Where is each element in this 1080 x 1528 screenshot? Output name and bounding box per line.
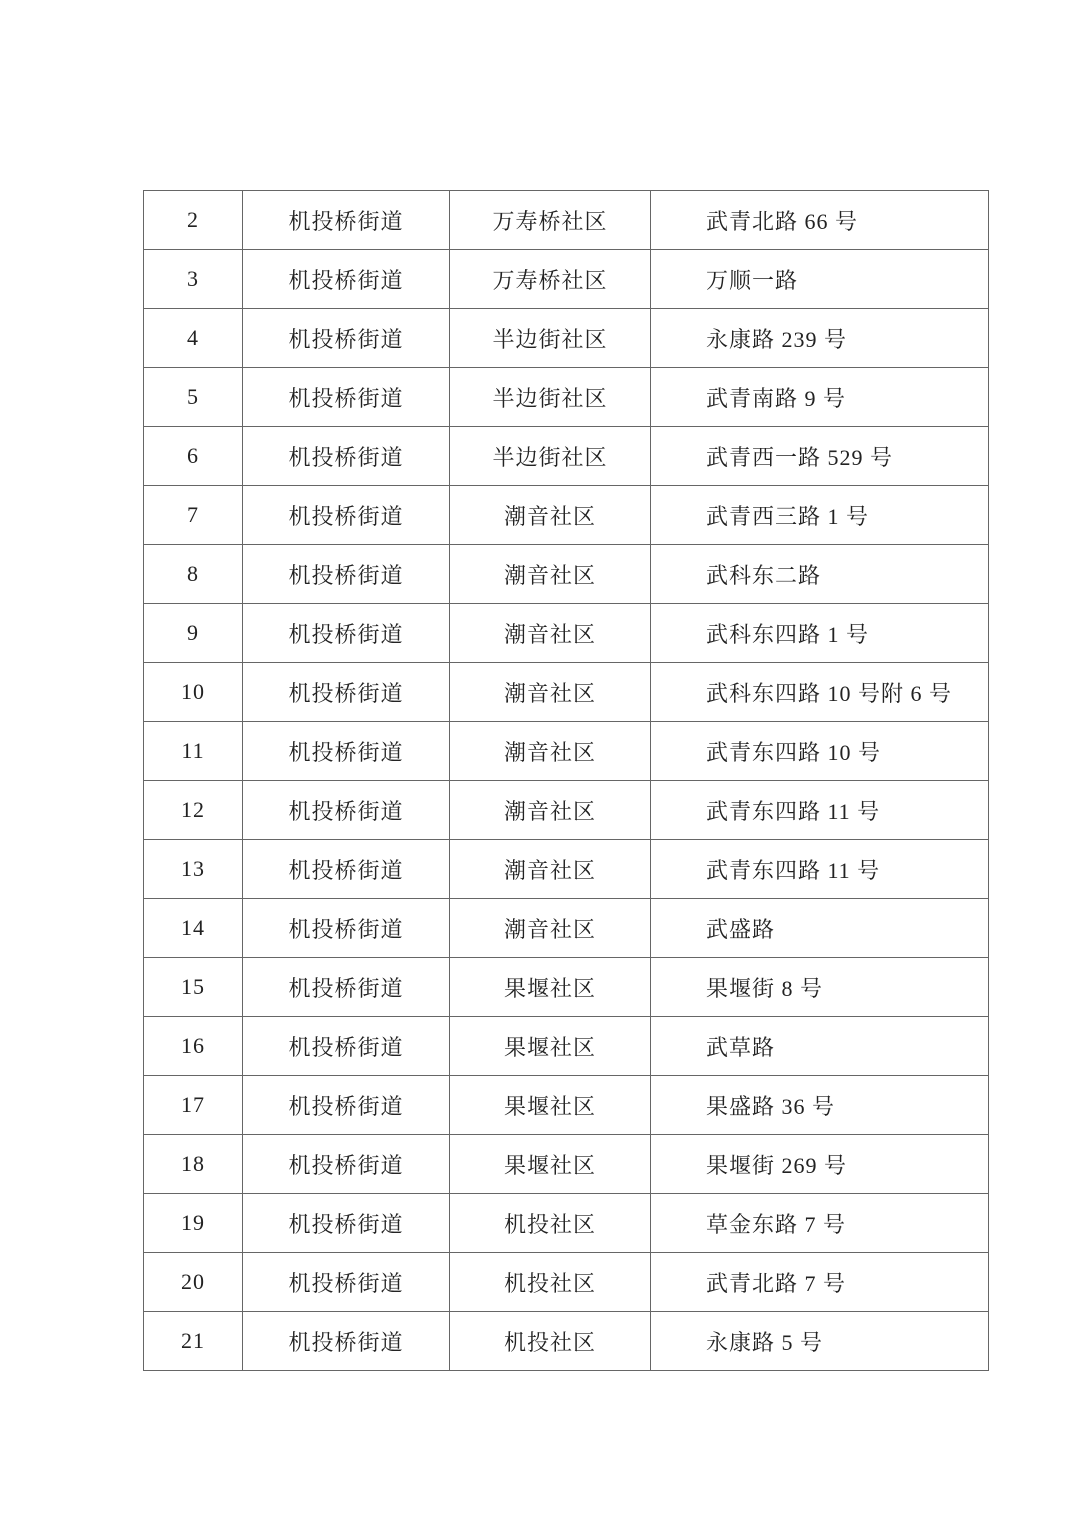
row-number-cell: 9: [144, 604, 243, 663]
community-cell: 半边街社区: [450, 309, 651, 368]
table-row: [144, 1017, 989, 1076]
address-cell: 武青北路 66 号: [651, 191, 989, 250]
table-row: [144, 1312, 989, 1371]
address-cell: 草金东路 7 号: [651, 1194, 989, 1253]
table-row: [144, 191, 989, 250]
community-cell: 果堰社区: [450, 1017, 651, 1076]
row-number-cell: 18: [144, 1135, 243, 1194]
address-cell: 武科东四路 10 号附 6 号: [651, 663, 989, 722]
street-office-cell: 机投桥街道: [243, 722, 450, 781]
row-number-cell: 15: [144, 958, 243, 1017]
street-office-cell: 机投桥街道: [243, 899, 450, 958]
street-office-cell: 机投桥街道: [243, 1076, 450, 1135]
community-cell: 机投社区: [450, 1194, 651, 1253]
table-row: [144, 545, 989, 604]
street-office-cell: 机投桥街道: [243, 250, 450, 309]
address-cell: 武青东四路 11 号: [651, 840, 989, 899]
community-cell: 潮音社区: [450, 663, 651, 722]
street-office-cell: 机投桥街道: [243, 663, 450, 722]
table-row: [144, 958, 989, 1017]
street-office-cell: 机投桥街道: [243, 545, 450, 604]
street-office-cell: 机投桥街道: [243, 191, 450, 250]
row-number-cell: 16: [144, 1017, 243, 1076]
street-office-cell: 机投桥街道: [243, 1194, 450, 1253]
community-cell: 果堰社区: [450, 958, 651, 1017]
street-office-cell: 机投桥街道: [243, 486, 450, 545]
address-cell: 果盛路 36 号: [651, 1076, 989, 1135]
row-number-cell: 10: [144, 663, 243, 722]
address-cell: 武青东四路 11 号: [651, 781, 989, 840]
community-cell: 潮音社区: [450, 722, 651, 781]
community-cell: 万寿桥社区: [450, 250, 651, 309]
community-cell: 潮音社区: [450, 840, 651, 899]
street-office-cell: 机投桥街道: [243, 1017, 450, 1076]
row-number-cell: 21: [144, 1312, 243, 1371]
table-row: [144, 604, 989, 663]
community-cell: 潮音社区: [450, 604, 651, 663]
community-cell: 潮音社区: [450, 781, 651, 840]
street-office-cell: 机投桥街道: [243, 840, 450, 899]
community-cell: 机投社区: [450, 1253, 651, 1312]
row-number-cell: 6: [144, 427, 243, 486]
community-cell: 果堰社区: [450, 1135, 651, 1194]
address-cell: 果堰街 269 号: [651, 1135, 989, 1194]
street-office-cell: 机投桥街道: [243, 958, 450, 1017]
row-number-cell: 3: [144, 250, 243, 309]
community-cell: 半边街社区: [450, 427, 651, 486]
community-cell: 潮音社区: [450, 899, 651, 958]
row-number-cell: 4: [144, 309, 243, 368]
row-number-cell: 13: [144, 840, 243, 899]
street-office-cell: 机投桥街道: [243, 427, 450, 486]
street-office-cell: 机投桥街道: [243, 309, 450, 368]
table-row: [144, 840, 989, 899]
table-row: [144, 781, 989, 840]
community-cell: 万寿桥社区: [450, 191, 651, 250]
row-number-cell: 20: [144, 1253, 243, 1312]
address-cell: 永康路 5 号: [651, 1312, 989, 1371]
address-cell: 武青东四路 10 号: [651, 722, 989, 781]
address-cell: 武青北路 7 号: [651, 1253, 989, 1312]
table-row: [144, 486, 989, 545]
table-row: [144, 250, 989, 309]
table-row: [144, 1253, 989, 1312]
street-office-cell: 机投桥街道: [243, 604, 450, 663]
row-number-cell: 5: [144, 368, 243, 427]
row-number-cell: 19: [144, 1194, 243, 1253]
row-number-cell: 12: [144, 781, 243, 840]
street-office-cell: 机投桥街道: [243, 781, 450, 840]
community-cell: 半边街社区: [450, 368, 651, 427]
community-cell: 潮音社区: [450, 545, 651, 604]
address-cell: 武盛路: [651, 899, 989, 958]
address-cell: 果堰街 8 号: [651, 958, 989, 1017]
address-cell: 武青西三路 1 号: [651, 486, 989, 545]
row-number-cell: 2: [144, 191, 243, 250]
address-cell: 武草路: [651, 1017, 989, 1076]
street-office-cell: 机投桥街道: [243, 1253, 450, 1312]
address-table-body: [144, 191, 989, 1371]
address-cell: 万顺一路: [651, 250, 989, 309]
row-number-cell: 8: [144, 545, 243, 604]
table-row: [144, 899, 989, 958]
row-number-cell: 17: [144, 1076, 243, 1135]
table-row: [144, 722, 989, 781]
street-office-cell: 机投桥街道: [243, 368, 450, 427]
table-row: [144, 1194, 989, 1253]
row-number-cell: 11: [144, 722, 243, 781]
row-number-cell: 14: [144, 899, 243, 958]
table-row: [144, 368, 989, 427]
address-cell: 武科东四路 1 号: [651, 604, 989, 663]
community-cell: 机投社区: [450, 1312, 651, 1371]
table-row: [144, 663, 989, 722]
address-cell: 武青南路 9 号: [651, 368, 989, 427]
table-row: [144, 309, 989, 368]
row-number-cell: 7: [144, 486, 243, 545]
table-row: [144, 1076, 989, 1135]
table-row: [144, 427, 989, 486]
address-table: [143, 190, 989, 1371]
address-cell: 永康路 239 号: [651, 309, 989, 368]
address-cell: 武青西一路 529 号: [651, 427, 989, 486]
street-office-cell: 机投桥街道: [243, 1135, 450, 1194]
table-row: [144, 1135, 989, 1194]
community-cell: 潮音社区: [450, 486, 651, 545]
address-cell: 武科东二路: [651, 545, 989, 604]
street-office-cell: 机投桥街道: [243, 1312, 450, 1371]
community-cell: 果堰社区: [450, 1076, 651, 1135]
